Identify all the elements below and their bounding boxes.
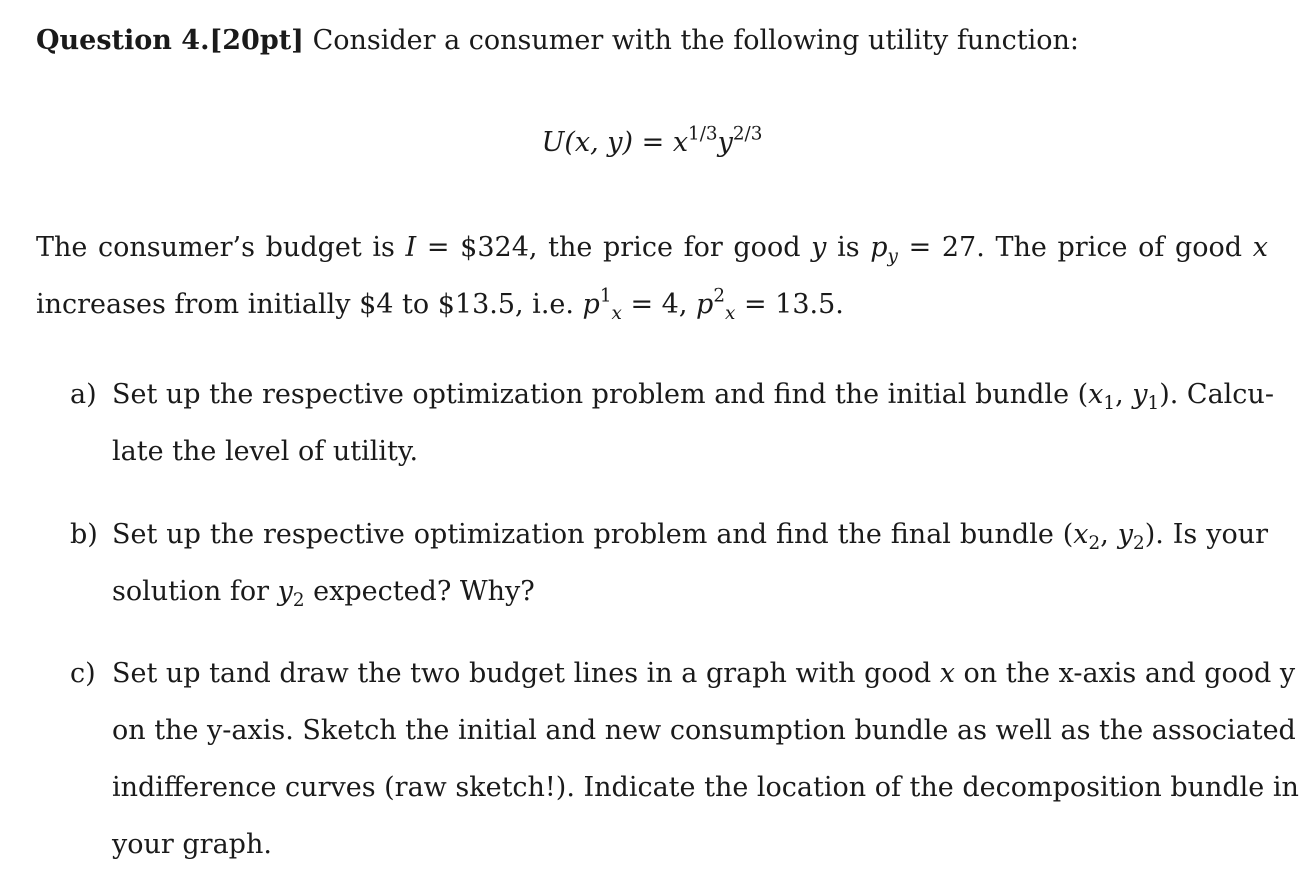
formula-exp-x: 1/3 [688,123,718,145]
item-b-x: x [1073,519,1089,550]
item-a-y: y [1132,379,1148,410]
item-a-row-1 [112,366,1274,423]
budget-var-p2-sub: x [725,302,736,324]
budget-text-2b: = 4, [621,289,697,320]
item-c-row-1 [112,645,1296,702]
budget-text-2c: = 13.5. [735,289,844,320]
item-a-marker: a) [70,379,97,410]
budget-text-1a: The consumer’s budget is [36,232,406,263]
item-b-text-1a: Set up the respective optimization problem and find the final bundle ( [112,519,1074,550]
item-b-y: y [1117,519,1134,550]
budget-text-1d: = 27. The price of good [897,232,1253,263]
question-intro: Consider a consumer with the following utility function: [312,25,1079,56]
budget-text-2a: increases from initially $4 to $13.5, i.e. [36,289,583,320]
item-c-row-2: on the y-axis. Sketch the initial and new consumption bundle as well as the associated [112,715,1296,746]
item-a-text-1b: ). Calcu- [1159,379,1274,410]
formula-y: y [717,127,733,158]
item-b-body [112,506,1268,620]
item-a-x-sub: 1 [1103,392,1116,414]
item-b-comma: , [1100,519,1118,550]
question-heading [36,12,1079,69]
item-a-x: x [1088,379,1104,410]
budget-text-1c: is [826,232,871,263]
question-label: Question 4.[20pt] [36,25,304,56]
budget-var-p2: p [696,289,714,320]
item-b-marker: b) [70,519,98,550]
item-a-row-2: late the level of utility. [112,436,419,467]
utility-formula [36,114,1268,171]
item-b-y2: y [277,576,293,607]
budget-paragraph [36,219,1268,333]
budget-var-p2-sup: 2 [713,285,726,307]
item-a-y-sub: 1 [1147,392,1160,414]
item-c-text-1b: on the x-axis and good y [954,658,1296,689]
item-c-row-4: your graph. [112,829,272,860]
item-c-text-1a: Set up tand draw the two budget lines in a graph with good [112,658,940,689]
item-c-row-3: indifference curves (raw sketch!). Indicate the location of the decomposition bundle in [112,772,1299,803]
item-c-x: x [939,658,955,689]
budget-var-y: y [811,232,827,263]
budget-text-1b: = $324, the price for good [416,232,812,263]
budget-var-p-sub: y [887,245,898,267]
item-c-body [112,645,1299,873]
item-b-y-sub: 2 [1133,532,1145,554]
budget-var-p1-sub: x [611,302,622,324]
item-b-row-1 [112,506,1268,563]
budget-line-2 [36,285,844,324]
formula-exp-y: 2/3 [732,123,763,145]
item-b-x-sub: 2 [1088,532,1101,554]
item-a-body [112,366,1274,480]
budget-var-p: p [870,232,888,263]
budget-var-i: I [405,232,417,263]
budget-var-p1: p [582,289,600,320]
item-a-comma: , [1115,379,1133,410]
formula-lhs: U(x, y) = x [541,127,689,158]
budget-line-1 [36,219,1268,276]
item-c-marker: c) [70,658,96,689]
budget-var-x: x [1252,232,1268,263]
item-b-y2-sub: 2 [292,589,305,611]
item-b-row-2 [112,563,1268,620]
item-a-text-1a: Set up the respective optimization problem and find the initial bundle ( [112,379,1089,410]
item-b-text-2a: solution for [112,576,278,607]
item-b-text-2b: expected? Why? [304,576,535,607]
budget-var-p1-sup: 1 [599,285,612,307]
item-b-text-1b: ). Is your [1144,519,1269,550]
